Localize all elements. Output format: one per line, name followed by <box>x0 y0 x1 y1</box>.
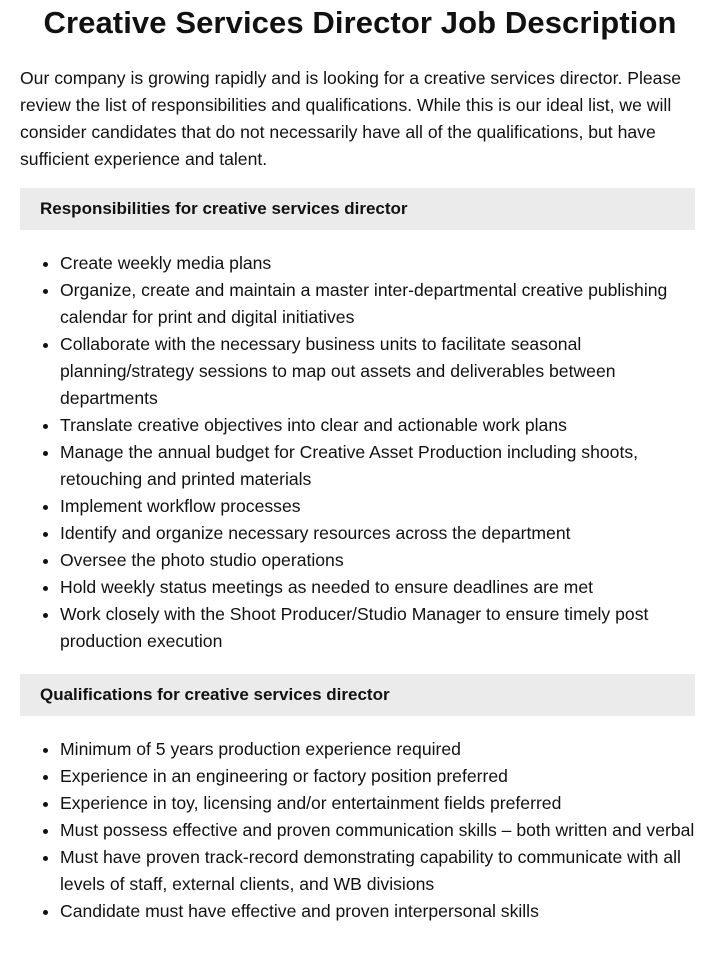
list-item: • Translate creative objectives into clear and actionable work plans <box>60 412 695 439</box>
list-item: • Create weekly media plans <box>60 250 695 277</box>
list-item: • Manage the annual budget for Creative Asset Production including shoots, retouching and printed materials <box>60 439 695 493</box>
list-item: • Candidate must have effective and proven interpersonal skills <box>60 898 695 925</box>
list-item: • Oversee the photo studio operations <box>60 547 695 574</box>
list-item: • Must have proven track-record demonstrating capability to communicate with all levels of staff, external clients, and WB divisions <box>60 844 695 898</box>
list-item: • Must possess effective and proven communication skills – both written and verbal <box>60 817 695 844</box>
qualifications-heading: Qualifications for creative services director <box>20 674 695 716</box>
page-title: Creative Services Director Job Description <box>43 5 677 40</box>
list-item: • Hold weekly status meetings as needed to ensure deadlines are met <box>60 574 695 601</box>
list-item: • Minimum of 5 years production experience required <box>60 736 695 763</box>
qualifications-list <box>20 736 695 925</box>
list-item: • Work closely with the Shoot Producer/Studio Manager to ensure timely post production execution <box>60 601 695 655</box>
list-item: • Identify and organize necessary resources across the department <box>60 520 695 547</box>
responsibilities-heading: Responsibilities for creative services director <box>20 188 695 230</box>
list-item: • Implement workflow processes <box>60 493 695 520</box>
list-item: • Experience in an engineering or factory position preferred <box>60 763 695 790</box>
list-item: • Organize, create and maintain a master inter-departmental creative publishing calendar for print and digital initiatives <box>60 277 695 331</box>
list-item: • Collaborate with the necessary business units to facilitate seasonal planning/strategy sessions to map out assets and deliverables between departments <box>60 331 695 412</box>
list-item: • Experience in toy, licensing and/or entertainment fields preferred <box>60 790 695 817</box>
responsibilities-list <box>20 250 695 655</box>
intro-paragraph: Our company is growing rapidly and is looking for a creative services director. Please review the list of responsibilities and qualifications. While this is our ideal list, we will consider candidates that do not necessarily have all of the qualifications, but have sufficient experience and talent. <box>20 68 682 169</box>
